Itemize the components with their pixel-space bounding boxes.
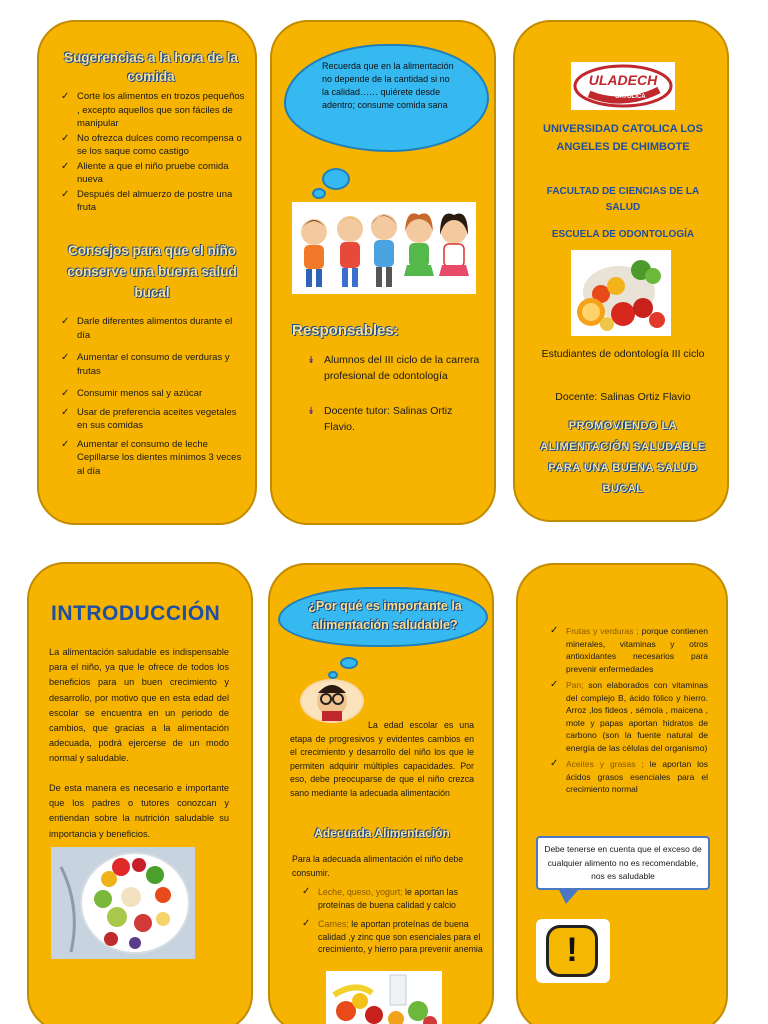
adequate-food-title: Adecuada Alimentación — [314, 826, 450, 840]
suggestions-title: Sugerencias a la hora de la comida — [63, 50, 239, 84]
oral-health-title: Consejos para que el niño conserve una buena salud bucal — [67, 243, 237, 300]
reminder-text: Recuerda que en la alimentación no depende de la cantidad si no la calidad…… quiérete desde adentro; consume comida sana — [322, 61, 454, 110]
list-item: ✓ Usar de preferencia aceites vegetales en sus comidas — [61, 406, 237, 431]
list-item: ✓ Consumir menos sal y azúcar — [61, 388, 203, 399]
panel-introduction — [27, 562, 253, 1024]
students-label: Estudiantes de odontología III ciclo — [541, 348, 705, 360]
cloud-bubble-large — [340, 657, 358, 669]
list-item: ⯯ Docente tutor: Salinas Ortiz Flavio. — [308, 405, 453, 433]
pin-icon: ⯯ — [308, 406, 314, 417]
list-item: ✓ Pan; son elaborados con vitaminas del complejo B, ácido fólico y hierro. Arroz ,los fideos , sémola , maicena , mote y papas aportan hidratos de carbono (son la fuente natural de energía de las células del organismo) — [550, 679, 708, 753]
panel-cover — [513, 20, 729, 522]
food-groups-list — [548, 625, 708, 797]
question-cloud — [278, 587, 488, 647]
faculty-name: FACULTAD DE CIENCIAS DE LA SALUD — [546, 186, 700, 213]
cloud-bubble-large — [322, 168, 350, 190]
suggestions-list — [59, 90, 249, 216]
logo-subtext: CATÓLICA — [615, 94, 646, 100]
question-title: ¿Por qué es importante la alimentación saludable? — [308, 599, 462, 632]
list-item: ✓ Aumentar el consumo de verduras y frutas — [61, 352, 230, 377]
list-item: ✓ Después del almuerzo de postre una fruta — [61, 188, 233, 213]
healthy-plate-image — [51, 847, 195, 959]
list-item: ✓ Aliente a que el niño pruebe comida nueva — [61, 160, 229, 185]
reminder-cloud — [284, 44, 489, 152]
responsables-list — [306, 353, 482, 435]
promo-title: PROMOVIENDO LA ALIMENTACIÓN SALUDABLE PARA UNA BUENA SALUD BUCAL — [540, 420, 706, 495]
teacher-label: Docente: Salinas Ortiz Flavio — [555, 391, 691, 403]
panel-suggestions — [37, 20, 257, 525]
introduction-paragraph-1: La alimentación saludable es indispensable para el niño, ya que le ofrece de todos los beneficios para un buen crecimiento y desarrollo, por motivo que en esta edad del escolar se encuentra en un periodo de cambios, que gracias a la alimentación adecuada, podrá ejercerse de un modo normal y saludable. — [49, 647, 229, 764]
cloud-bubble-small — [328, 671, 338, 679]
note-pointer — [558, 888, 580, 904]
importance-text: La edad escolar es una etapa de progresivos y evidentes cambios en el crecimiento y desarrollo del niño los que le permiten adquirir múltiples capacidades. Por eso, debe preocuparse de que el niño crezca sano mediante la adecuada alimentación — [290, 720, 474, 798]
warning-icon — [546, 925, 598, 977]
list-item: ✓ Frutas y verduras ; porque contienen minerales, vitaminas y otros antioxidantes necesarios para prevenir enfermedades — [550, 625, 708, 674]
warning-box — [536, 919, 610, 983]
panel-responsables — [270, 20, 496, 525]
warning-symbol: ! — [566, 931, 578, 969]
adequate-intro: Para la adecuada alimentación el niño debe consumir. — [292, 854, 464, 878]
list-item: ✓ Aceites y grasas ; le aportan los ácidos grasos esenciales para el crecimiento normal — [550, 758, 708, 794]
list-item: ✓ Aumentar el consumo de leche Cepillarse los dientes mínimos 3 veces al día — [61, 438, 242, 477]
adequate-list — [300, 886, 484, 957]
introduction-title: INTRODUCCIÓN — [51, 602, 221, 625]
list-item: ✓ Leche, queso, yogurt; le aportan las proteínas de buena calidad y calcio — [302, 886, 458, 910]
responsables-title: Responsables: — [292, 322, 399, 339]
oral-health-list — [59, 315, 244, 479]
introduction-paragraph-2: De esta manera es necesario e importante que los padres o tutores conozcan y entiendan sobre la nutrición saludable su importancia y beneficios. — [49, 783, 229, 839]
list-item: ✓ Corte los alimentos en trozos pequeños , excepto aquellos que son fáciles de manipular — [61, 91, 245, 129]
school-name: ESCUELA DE ODONTOLOGÍA — [551, 229, 695, 240]
children-illustration — [292, 202, 476, 294]
list-item: ✓ Carnes; le aportan proteínas de buena calidad ,y zinc que son esenciales para el crecimiento, y hierro para prevenir anemia — [302, 918, 483, 954]
cloud-bubble-small — [312, 188, 326, 199]
thinking-kid-image — [300, 679, 364, 723]
panel-food-groups — [516, 563, 728, 1024]
university-name: UNIVERSIDAD CATOLICA LOS ANGELES DE CHIMBOTE — [543, 123, 703, 153]
pin-icon: ⯯ — [308, 355, 314, 366]
food-photo — [326, 971, 442, 1024]
list-item: ✓ No ofrezca dulces como recompensa o se los saque como castigo — [61, 132, 242, 157]
uladech-logo — [571, 62, 675, 110]
panel-importance — [268, 563, 494, 1024]
list-item: ⯯ Alumnos del III ciclo de la carrera profesional de odontología — [308, 354, 480, 382]
note-box — [536, 836, 710, 890]
note-text: Debe tenerse en cuenta que el exceso de cualquier alimento no es recomendable, nos es saludable — [544, 844, 702, 881]
list-item: ✓ Darle diferentes alimentos durante el día — [61, 316, 233, 341]
fruit-basket-image — [571, 250, 671, 336]
logo-text: ULADECH — [588, 72, 658, 88]
